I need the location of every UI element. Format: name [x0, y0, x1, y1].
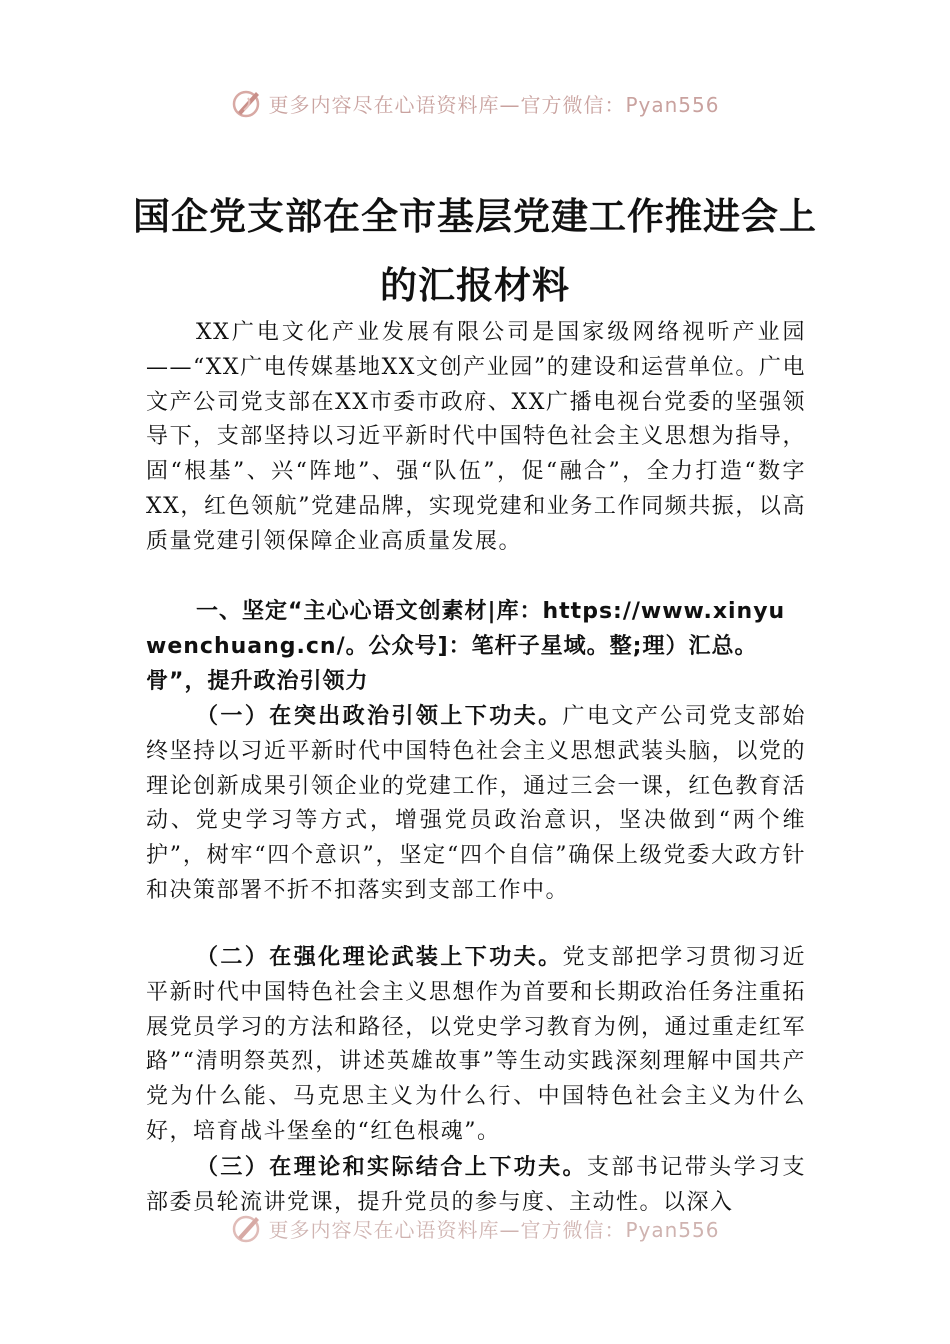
paragraph-3-text: 支部书记带头学习支部委员轮流讲党课，提升党员的参与度、主动性。以深入 — [146, 1155, 806, 1215]
watermark-text: 更多内容尽在心语资料库—官方微信：Pyan556 — [268, 92, 720, 117]
intro-paragraph: XX广电文化产业发展有限公司是国家级网络视听产业园——“XX广电传媒基地XX文创产业园”的建设和运营单位。广电文产公司党支部在XX市委市政府、XX广播电视台党委的坚强领导下，支部坚持以习近平新时代中国特色社会主义思想为指导，固“根基”、兴“阵地”、强“队伍”，促“融合”，全力打造“数字XX，红色领航”党建品牌，实现党建和业务工作同频共振，以高质量党建引领保障企业高质量发展。 — [146, 320, 806, 554]
paragraph-3-subtitle: （三）在理论和实际结合上下功夫。 — [196, 1154, 587, 1180]
section-heading-1: 一、坚定“主心心语文创素材|库：https://www.xinyuwenchuang.cn/。公众号]：笔杆子星域。整;理）汇总。骨”，提升政治引领力 — [146, 599, 786, 694]
paragraph-2-subtitle: （二）在强化理论武装上下功夫。 — [196, 944, 563, 970]
document-title-line2: 的汇报材料 — [380, 263, 570, 307]
document-title-line1: 国企党支部在全市基层党建工作推进会上 — [133, 194, 817, 238]
red-pen-icon — [230, 86, 264, 120]
paragraph-1 — [146, 699, 806, 909]
watermark-footer — [0, 1211, 950, 1245]
watermark-header — [0, 86, 950, 120]
paragraph-2-text: 党支部把学习贯彻习近平新时代中国特色社会主义思想作为首要和长期政治任务注重拓展党员学习的方法和路径，以党史学习教育为例，通过重走红军路”“清明祭英烈，讲述英雄故事”等生动实践深刻理解中国共产党为什么能、马克思主义为什么行、中国特色社会主义为什么好，培育战斗堡垒的“红色根魂”。 — [146, 945, 806, 1144]
paragraph-3 — [146, 1150, 806, 1221]
paragraph-2 — [146, 940, 806, 1150]
watermark-footer-text: 更多内容尽在心语资料库—官方微信：Pyan556 — [268, 1217, 720, 1242]
red-pen-icon — [230, 1211, 264, 1245]
paragraph-1-text: 广电文产公司党支部始终坚持以习近平新时代中国特色社会主义思想武装头脑，以党的理论创新成果引领企业的党建工作，通过三会一课，红色教育活动、党史学习等方式，增强党员政治意识，坚决做到“两个维护”，树牢“四个意识”，坚定“四个自信”确保上级党委大政方针和决策部署不折不扣落实到支部工作中。 — [146, 704, 806, 903]
paragraph-1-subtitle: （一）在突出政治引领上下功夫。 — [196, 703, 563, 729]
